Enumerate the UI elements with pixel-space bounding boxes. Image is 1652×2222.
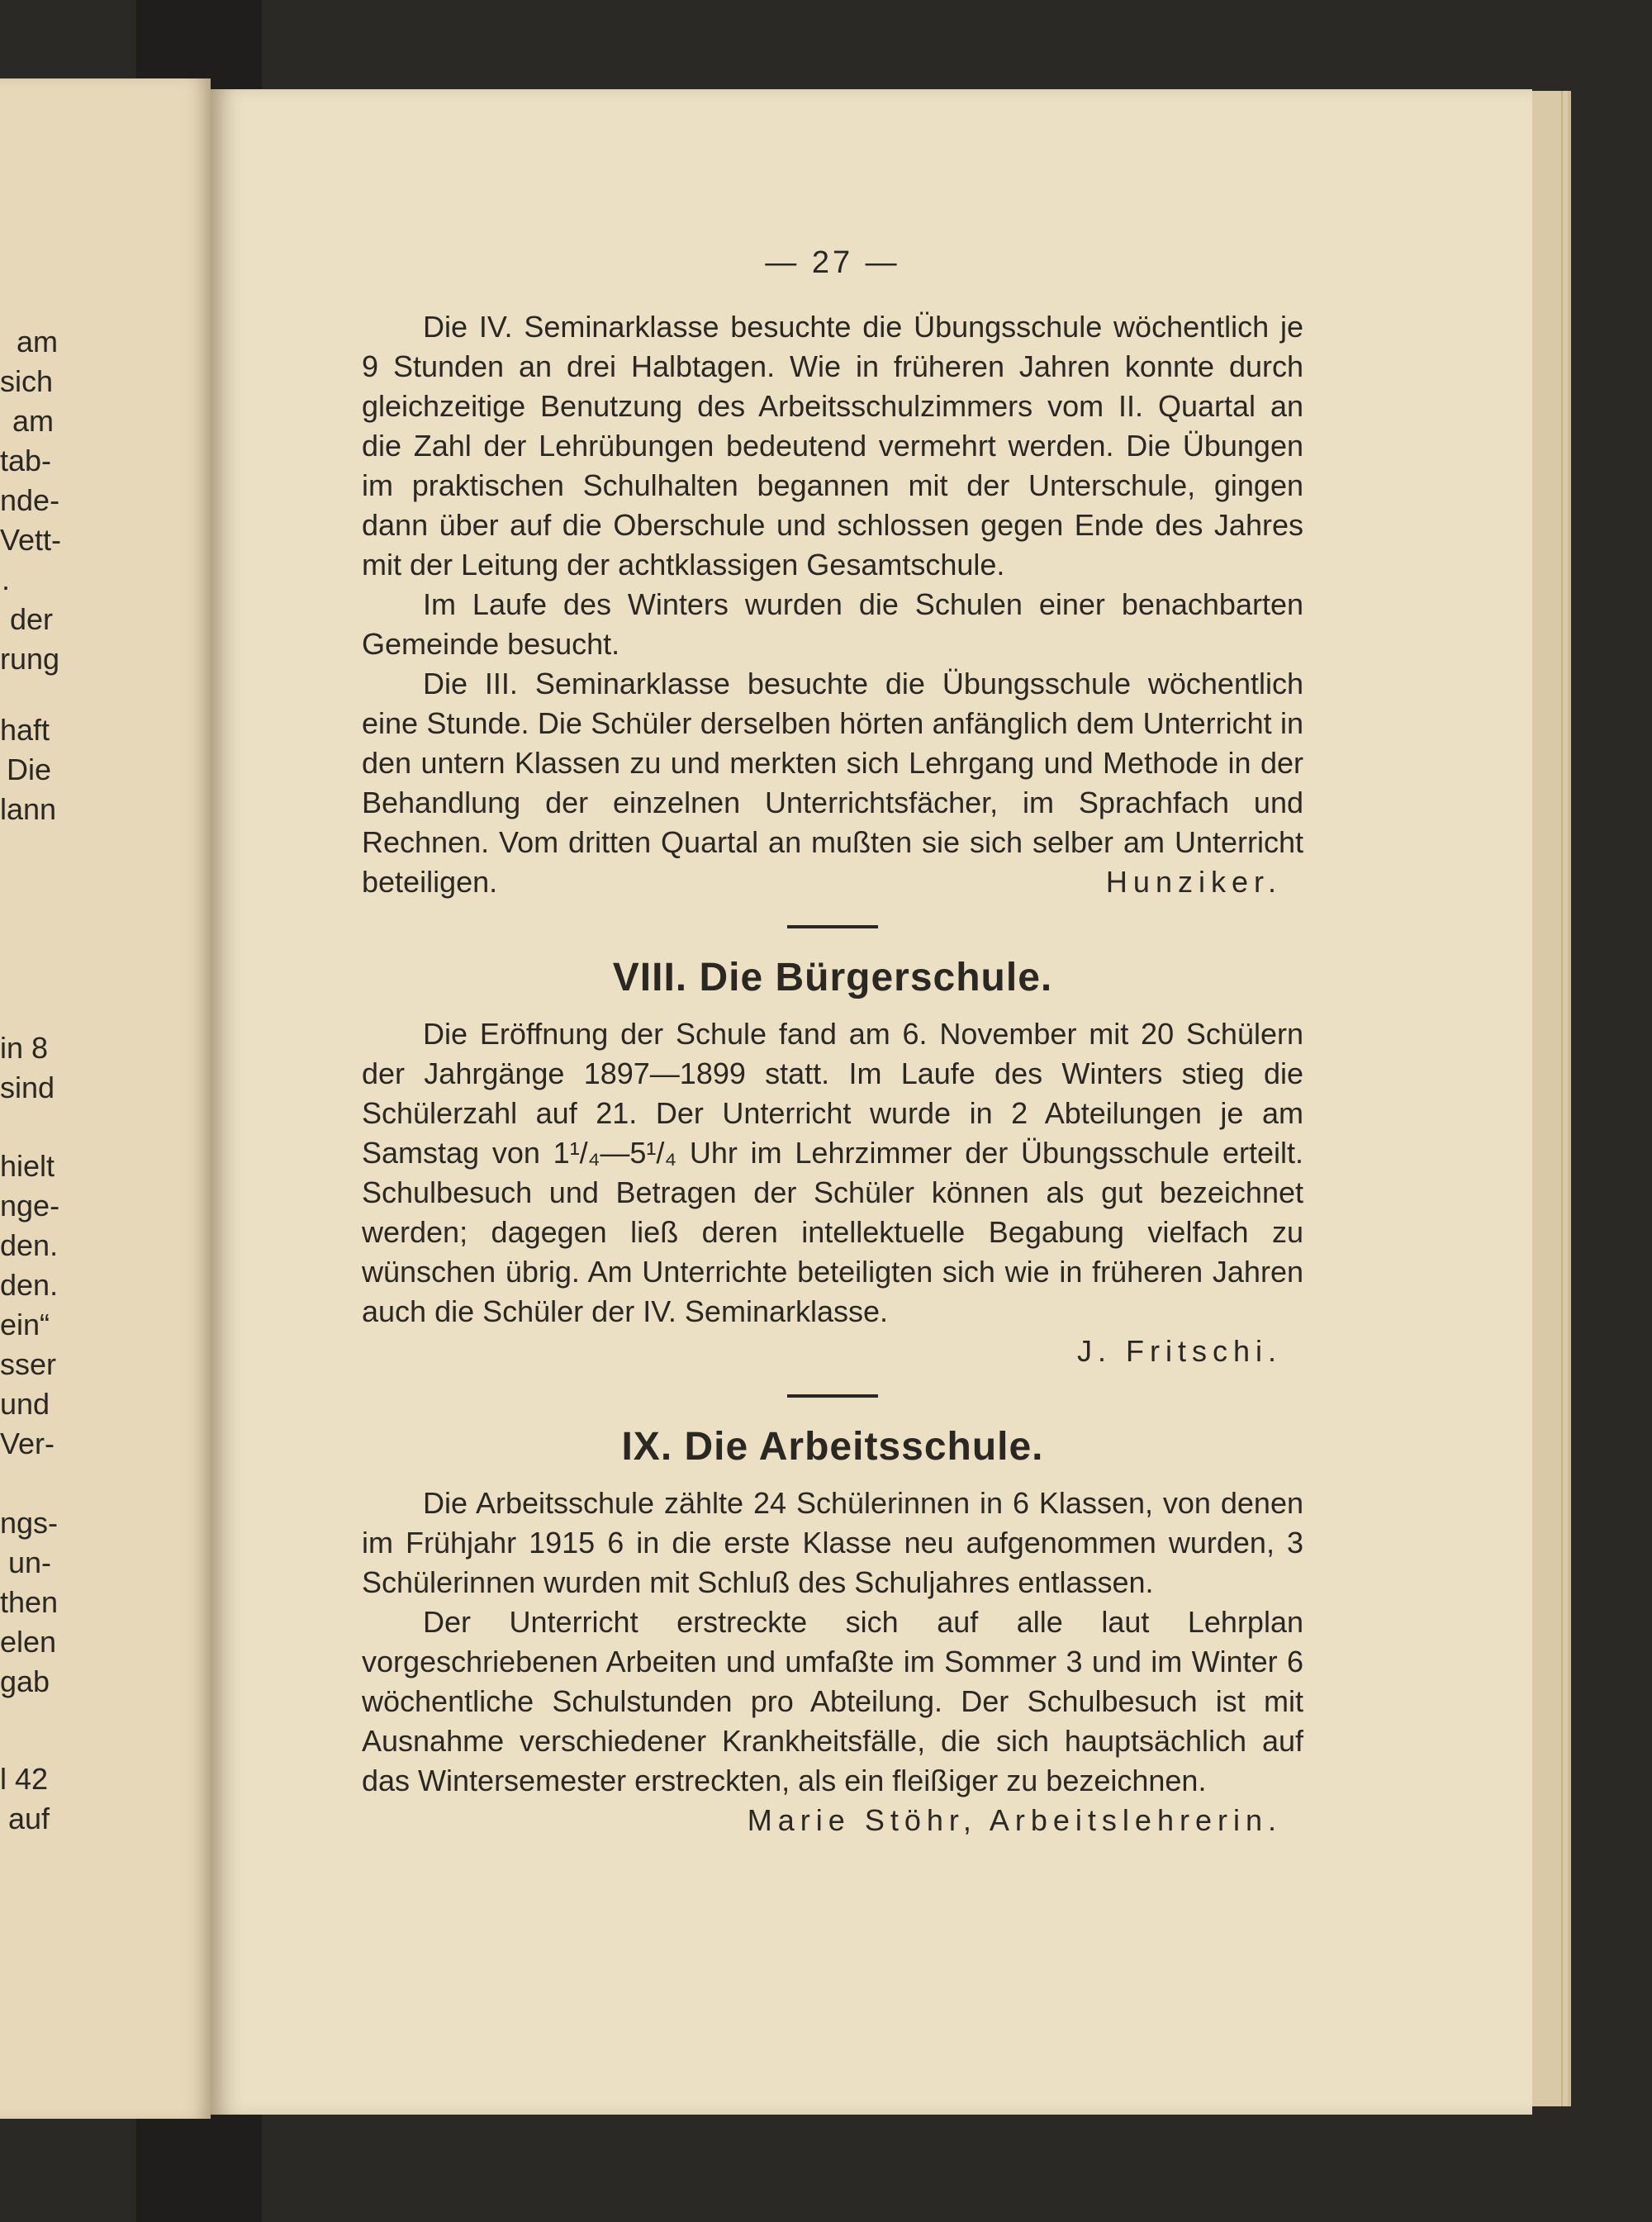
left-fragment: auf: [8, 1802, 50, 1835]
paragraph-arbeitsschule-enrollment: Die Arbeitsschule zählte 24 Schülerinnen in 6 Klassen, von denen im Frühjahr 1915 6 in die erste Klasse neu aufgenommen wurden, 3 Schülerinnen wurden mit Schluß des Schuljahres entlassen.: [362, 1486, 1303, 1599]
paragraph-seminar-iii-text: Die III. Seminarklasse besuchte die Übungsschule wöchentlich eine Stunde. Die Schüler derselben hörten anfänglich dem Unterricht in den untern Klassen zu und merkten sich Lehrgang und Methode in der Behandlung der einzelnen Unterrichtsfächer, im Sprachfach und Rechnen. Vom dritten Quartal an mußten sie sich selber am Unterricht beteiligen.: [362, 667, 1303, 899]
signature-hunziker: Hunziker.: [1105, 865, 1282, 899]
left-fragment: sind: [0, 1071, 55, 1104]
left-fragment: ngs-: [0, 1506, 59, 1540]
left-fragment: nge-: [0, 1189, 60, 1223]
left-fragment: Ver-: [0, 1427, 55, 1460]
left-page-edge: [0, 78, 211, 2119]
left-fragment: Vett-: [0, 523, 62, 557]
heading-buergerschule: VIII. Die Bürgerschule.: [612, 956, 1053, 999]
left-fragment: Die: [7, 753, 52, 786]
left-fragment: .: [2, 563, 11, 596]
book-page: [211, 89, 1532, 2115]
paragraph-seminar-iv: Die IV. Seminarklasse besuchte die Übungsschule wöchentlich je 9 Stunden an drei Halbtagen. Wie in früheren Jahren konnte durch gleichzeitige Benutzung des Arbeitsschulzimmers vom II. Quartal an die Zahl der Lehrübungen bedeutend vermehrt werden. Die Übungen im praktischen Schulhalten begannen mit der Unterschule, gingen dann über auf die Oberschule und schlossen gegen Ende des Jahres mit der Leitung der achtklassigen Gesamtschule.: [362, 310, 1303, 582]
signature-stoehr: Marie Stöhr, Arbeitslehrerin.: [747, 1803, 1282, 1837]
page-text: [362, 243, 1303, 1840]
left-fragment: in 8: [0, 1031, 49, 1065]
paragraph-winter-visit: Im Laufe des Winters wurden die Schulen einer benachbarten Gemeinde besucht.: [362, 587, 1303, 661]
left-fragment: hielt: [0, 1149, 55, 1183]
left-fragment: un-: [8, 1545, 52, 1579]
paragraph-arbeitsschule-instruction-text: Der Unterricht erstreckte sich auf alle laut Lehrplan vorgeschriebenen Arbeiten und umfaßte im Sommer 3 und im Winter 6 wöchentliche Schulstunden pro Abteilung. Der Schulbesuch ist mit Ausnahme verschiedener Krankheitsfälle, die sich hauptsächlich auf das Wintersemester erstreckten, als ein fleißiger zu bezeichnen.: [362, 1605, 1303, 1797]
page-number: — 27 —: [765, 245, 900, 280]
paragraph-seminar-iii: [362, 664, 1303, 902]
left-fragment: sser: [0, 1347, 57, 1381]
left-fragment: am: [12, 404, 55, 438]
left-fragment: lann: [0, 792, 57, 826]
section-divider: [787, 1394, 878, 1398]
left-fragment: der: [10, 602, 54, 636]
paragraph-buergerschule: Die Eröffnung der Schule fand am 6. November mit 20 Schülern der Jahrgänge 1897—1899 statt. Im Laufe des Winters stieg die Schülerzahl auf 21. Der Unterricht wurde in 2 Abteilungen je am Samstag von 1¹/₄—5¹/₄ Uhr im Lehrzimmer der Übungsschule erteilt. Schulbesuch und Betragen der Schüler können als gut bezeichnet werden; dagegen ließ deren intellektuelle Begabung vielfach zu wünschen übrig. Am Unterrichte beteiligten sich wie in früheren Jahren auch die Schüler der IV. Seminarklasse.: [362, 1017, 1303, 1328]
left-fragment: rung: [0, 642, 60, 676]
left-fragment: elen: [0, 1625, 57, 1659]
left-fragment: ein“: [0, 1308, 50, 1341]
paragraph-arbeitsschule-instruction: [362, 1602, 1303, 1837]
left-fragment: l 42: [0, 1762, 49, 1796]
left-fragment: nde-: [0, 483, 60, 517]
left-fragment: tab-: [0, 444, 52, 477]
book-spine-bottom: [136, 2106, 262, 2222]
left-fragment: gab: [0, 1664, 50, 1698]
left-fragment: haft: [0, 713, 50, 747]
signature-fritschi: J. Fritschi.: [1076, 1334, 1282, 1368]
left-fragment: und: [0, 1387, 50, 1421]
left-fragment: then: [0, 1585, 59, 1619]
left-fragment: am: [17, 325, 59, 358]
left-fragment: sich: [0, 364, 54, 398]
left-fragment: den.: [0, 1228, 59, 1262]
heading-arbeitsschule: IX. Die Arbeitsschule.: [621, 1425, 1044, 1469]
left-fragment: den.: [0, 1268, 59, 1302]
section-divider: [787, 925, 878, 928]
